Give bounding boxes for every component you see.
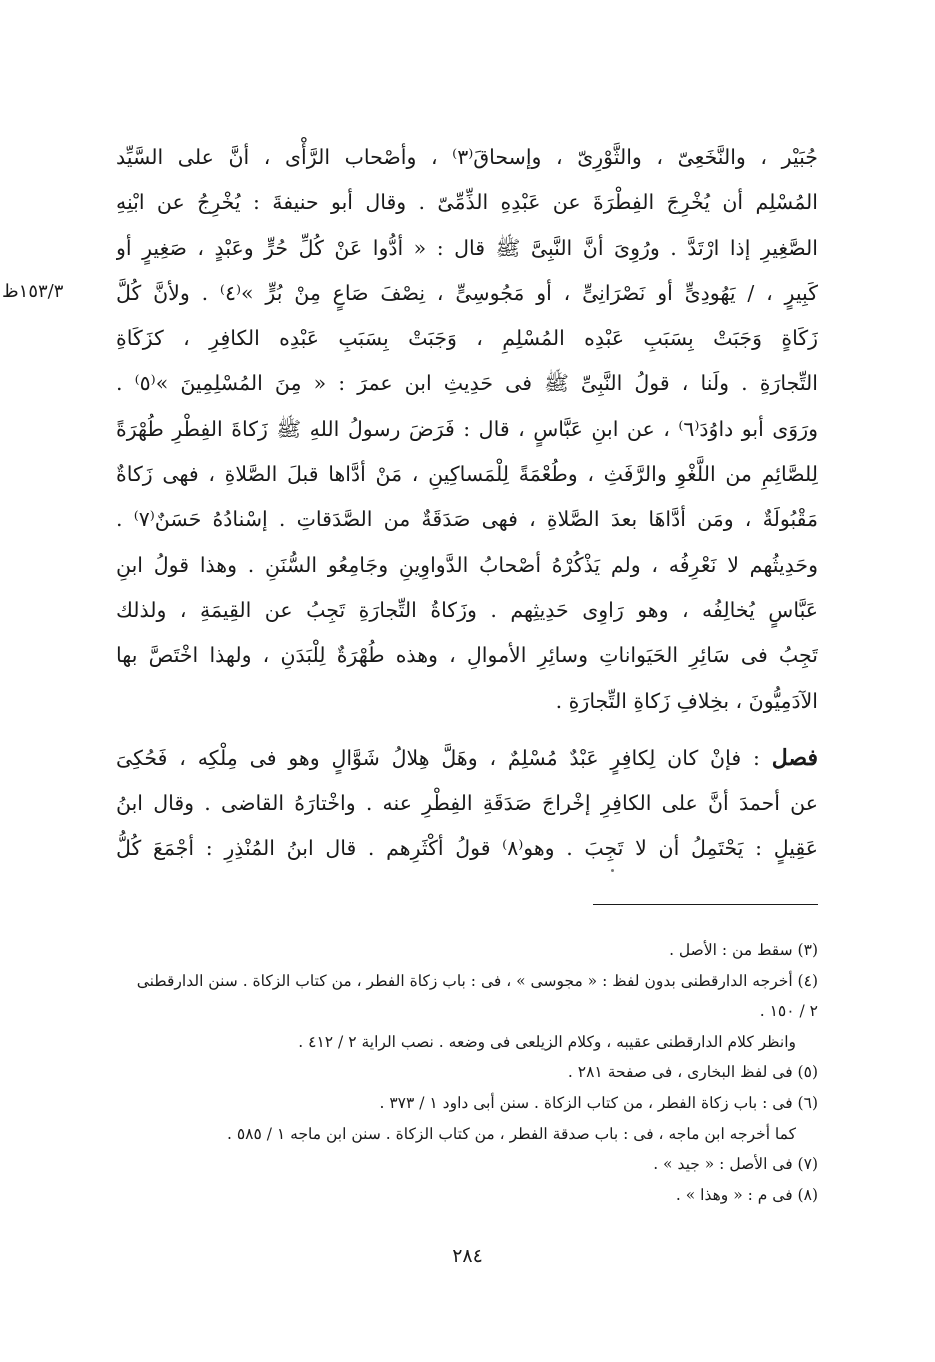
body-line: مَقْبُولَةٌ ، ومَن أدَّاهَا بعدَ الصَّلاةِ ، فهى صَدَقَةٌ من الصَّدَقاتِ . إسْنادُهُ حَسَنٌ⁽٧⁾ . bbox=[116, 507, 818, 532]
section-heading: فصل bbox=[771, 744, 818, 771]
body-line: عَبَّاسٍ يُخالِفُه ، وهو رَاوِى حَدِيثِهم . وزَكاةُ التِّجارَةِ تَجِبُ عن القِيمَةِ ، ولذلك bbox=[116, 597, 818, 622]
main-text bbox=[116, 135, 818, 872]
body-line: جُبَيْر ، والنَّخَعِىّ ، والثَّوْرِىّ ، وإسحاقَ⁽٣⁾ ، وأصْحاب الرَّأْى ، أنَّ على السَّيِّد bbox=[116, 145, 818, 169]
section-first-line bbox=[116, 736, 818, 781]
section-line-text: : فإنْ كان لِكافِرٍ عَبْدٌ مُسْلِمٌ ، وهَلَّ هِلالُ شَوَّالٍ وهو فى مِلْكِه ، فَحُكِىَ bbox=[116, 745, 760, 770]
section-line: عَقِيلٍ : يَحْتَمِلُ أن لا تَجِبَ . وهو⁽٨⁾ قولُ أكْثَرِهم . قال ابنُ المُنْذِرِ : أجْمَعَ كُلُّ bbox=[116, 836, 818, 861]
print-speck bbox=[611, 869, 614, 872]
footnote-continuation: كما أخرجه ابن ماجه ، فى : باب صدقة الفطر ، من كتاب الزكاة . سنن ابن ماجه ١ / ٥٨٥ . bbox=[226, 1124, 796, 1143]
body-line: المُسْلِم أن يُخْرِجَ الفِطْرَةَ عن عَبْدِهِ الذِّمِّىّ . وقال أبو حنيفةَ : يُخْرِجُ عن ابْنِهِ bbox=[116, 190, 818, 215]
page-number: ٢٨٤ bbox=[452, 1245, 483, 1267]
footnote: (٨) فى م : « وهذا » . bbox=[675, 1185, 818, 1204]
body-line: التِّجارَةِ . ولَنا ، قولُ النَّبِىِّ ﷺ فى حَدِيثِ ابن عمرَ : « مِنَ المُسْلِمِينَ »⁽٥⁾ . bbox=[116, 371, 818, 396]
body-line: الصَّغِيرِ إذا ارْتَدَّ . ورُوِىَ أنَّ النَّبِىَّ ﷺ قال : « أدُّوا عَنْ كُلِّ حُرٍّ وعَبْدٍ ، صَغِيرٍ أو bbox=[116, 235, 818, 260]
footnote-continuation: ٢ / ١٥٠ . bbox=[759, 1002, 818, 1021]
body-line: لِلصَّائِمِ من اللَّغْوِ والرَّفَثِ ، وطُعْمَةً لِلْمَساكِينِ ، مَنْ أدَّاها قبلَ الصَّلاةِ ، فهى زَكاةٌ bbox=[116, 462, 818, 487]
body-line: تَجِبُ فى سَائِرِ الحَيَواناتِ وسائِرِ الأموالِ ، وهذه طُهْرَةٌ لِلْبَدَنِ ، ولهذا اخْتَصَّ بها bbox=[116, 643, 818, 668]
footnote: (٣) سقط من : الأصل . bbox=[669, 941, 818, 959]
body-line: كَبِيرٍ ، / يَهُودِىٍّ أو نَصْرَانِىٍّ ، أو مَجُوسِىٍّ ، نِصْفَ صَاعٍ مِنْ بُرٍّ »⁽٤⁾ . ولأنَّ كُلَّ bbox=[116, 280, 818, 305]
body-line: وحَدِيثُهم لا نَعْرِفُه ، ولم يَذْكُرْهُ أصْحابُ الدَّواوِينِ وجَامِعُو السُّنَنِ . وهذا قولُ ابنِ bbox=[116, 552, 818, 577]
body-line: ورَوَى أبو داوُدَ⁽٦⁾ ، عن ابنِ عَبَّاسٍ ، قال : فَرَضَ رسولُ اللهِ ﷺ زَكاةَ الفِطْرِ طُهْرَةً bbox=[116, 416, 818, 441]
footnotes bbox=[116, 935, 818, 1210]
body-line: زَكَاةٍ وَجَبَتْ بِسَبَبِ عَبْدِه المُسْلِمِ ، وَجَبَتْ بِسَبَبِ عَبْدِه الكافِرِ ، كزَكَاةِ bbox=[116, 326, 818, 351]
footnote: (٧) فى الأصل : « جيد » . bbox=[653, 1155, 818, 1174]
footnote: (٥) فى لفظ البخارى ، فى صفحة ٢٨١ . bbox=[567, 1063, 818, 1082]
footnote: (٤) أخرجه الدارقطنى بدون لفظ : « مجوسى » ، فى : باب زكاة الفطر ، من كتاب الزكاة . سنن الدارقطنى bbox=[136, 971, 818, 990]
body-line: الآدَمِيُّونَ ، بخِلافِ زَكاةِ التِّجارَةِ . bbox=[555, 688, 818, 713]
footnote: (٦) فى : باب زكاة الفطر ، من كتاب الزكاة . سنن أبى داود ١ / ٣٧٣ . bbox=[379, 1093, 818, 1112]
section-line: عن أحمدَ أنَّ على الكافِرِ إخْراجَ صَدَقَةِ الفِطْرِ عنه . واخْتارَهُ القاضى . وقال ابنُ bbox=[116, 791, 818, 816]
margin-folio-note: ١٥٣/٣ظ bbox=[2, 281, 64, 302]
footnote-divider bbox=[593, 904, 818, 905]
footnote-continuation: وانظر كلام الدارقطنى عقيبه ، وكلام الزيلعى فى وضعه . نصب الراية ٢ / ٤١٢ . bbox=[298, 1032, 796, 1051]
